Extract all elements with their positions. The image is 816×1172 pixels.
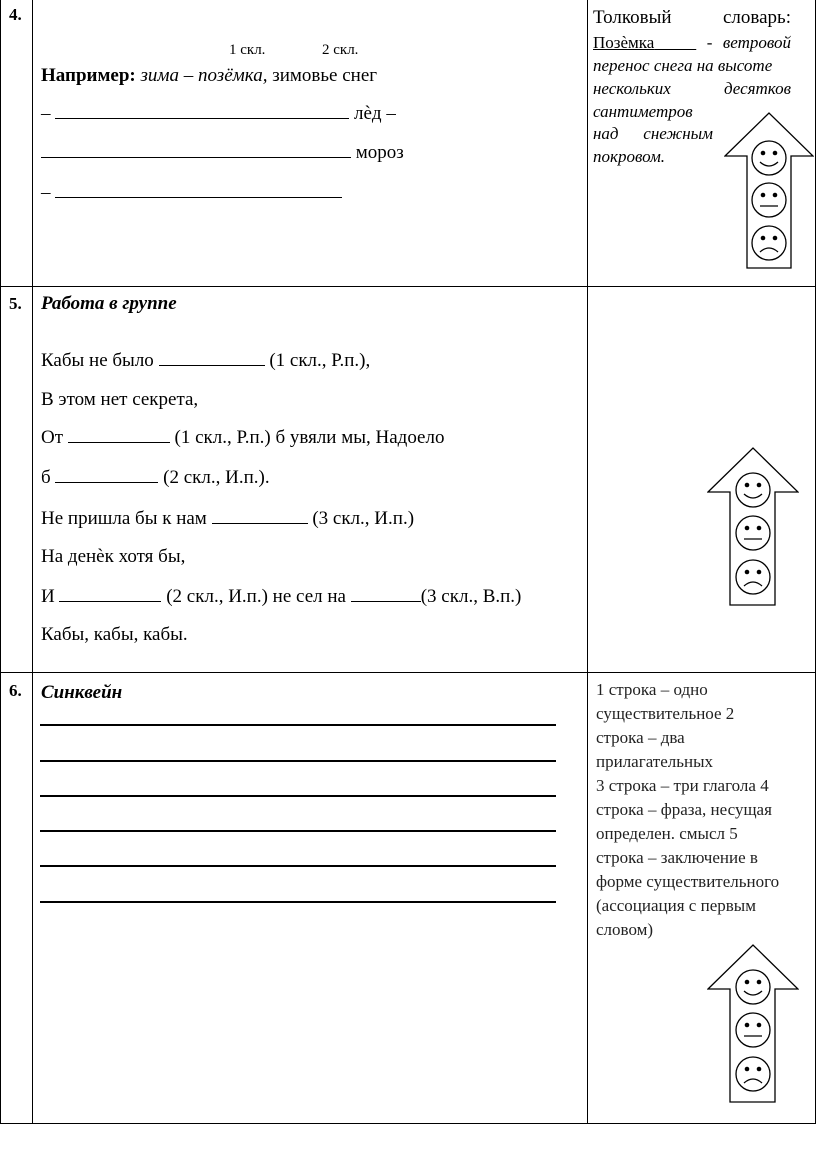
self-assessment-arrow-icon[interactable] (707, 446, 799, 608)
dictionary-word: Позѐмка (593, 33, 655, 52)
answer-blank[interactable] (68, 441, 170, 443)
cinquain-line[interactable] (40, 830, 556, 832)
dictionary-title: Толковый словарь: (593, 7, 791, 28)
row-number: 4. (9, 5, 22, 24)
poem-line: Не пришла бы к нам (3 скл., И.п.) (41, 508, 415, 529)
answer-blank[interactable] (55, 481, 158, 483)
dictionary-entry-line-3: нескольких десятков (593, 79, 791, 98)
dictionary-entry-line-1: Позѐмка - ветровой (593, 33, 792, 52)
neutral-face-icon[interactable] (736, 1013, 770, 1047)
answer-blank[interactable] (59, 600, 161, 602)
example-prefix: Например: (41, 65, 136, 86)
neutral-face-icon[interactable] (752, 183, 786, 217)
dictionary-entry-line-2: перенос снега на высоте (593, 56, 773, 75)
sad-face-icon[interactable] (736, 1057, 770, 1091)
poem-line: От (1 скл., Р.п.) б увяли мы, Надоело (41, 427, 445, 448)
smile-face-icon[interactable] (736, 970, 770, 1004)
answer-blank[interactable] (55, 117, 349, 119)
row-number: 6. (9, 681, 22, 700)
dictionary-entry-line-4: сантиметров (593, 102, 693, 121)
row-divider (0, 672, 816, 673)
row-divider (0, 286, 816, 287)
answer-line-1 (41, 103, 396, 125)
neutral-face-icon[interactable] (736, 516, 770, 550)
task-heading: Синквейн (41, 682, 123, 703)
answer-blank[interactable] (212, 522, 308, 524)
cinquain-line[interactable] (40, 865, 556, 867)
word-frost: мороз (351, 142, 404, 163)
task-heading: Работа в группе (41, 293, 177, 314)
poem-line: На денѐк хотя бы, (41, 546, 186, 567)
cinquain-instructions: 1 строка – одно существительное 2 строка – два прилагательных 3 строка – три глагола 4 строка – фраза, несущая определен. смысл 5 строка – заключение в форме существительного (ассоциация с первым словом) (596, 680, 780, 939)
dash: – (41, 103, 51, 124)
dictionary-entry-line-5: над снежным (593, 124, 713, 143)
answer-blank[interactable] (351, 600, 421, 602)
column-divider (587, 0, 588, 1124)
cinquain-line[interactable] (40, 724, 556, 726)
smile-face-icon[interactable] (736, 473, 770, 507)
sad-face-icon[interactable] (752, 226, 786, 260)
table-bottom-border (0, 1123, 816, 1124)
poem-line: И (2 скл., И.п.) не сел на (3 скл., В.п.) (41, 586, 522, 607)
smile-face-icon[interactable] (752, 141, 786, 175)
cinquain-line[interactable] (40, 795, 556, 797)
example-rest: зимовье снег (267, 65, 378, 86)
answer-blank[interactable] (55, 196, 342, 198)
dictionary-entry-line-6: покровом. (593, 147, 666, 166)
declension-label-1: 1 скл. (229, 42, 266, 58)
row-number: 5. (9, 294, 22, 313)
poem-line: В этом нет секрета, (41, 389, 199, 410)
answer-line-3 (41, 182, 342, 204)
sad-face-icon[interactable] (736, 560, 770, 594)
dash: – (41, 182, 51, 203)
table-left-border (0, 0, 1, 1124)
poem-line: б (2 скл., И.п.). (41, 467, 270, 488)
word-ice: лѐд – (349, 103, 396, 124)
declension-label-2: 2 скл. (322, 42, 359, 58)
example-italic: зима – позёмка, (135, 65, 268, 86)
self-assessment-arrow-icon[interactable] (707, 943, 799, 1105)
example-line (41, 65, 377, 87)
column-divider (32, 0, 33, 1124)
answer-line-2 (41, 142, 404, 164)
cinquain-line[interactable] (40, 760, 556, 762)
cinquain-line[interactable] (40, 901, 556, 903)
poem-line: Кабы не было (1 скл., Р.п.), (41, 350, 371, 371)
answer-blank[interactable] (41, 156, 351, 158)
answer-blank[interactable] (159, 364, 265, 366)
self-assessment-arrow-icon[interactable] (724, 111, 814, 271)
poem-line: Кабы, кабы, кабы. (41, 624, 188, 645)
